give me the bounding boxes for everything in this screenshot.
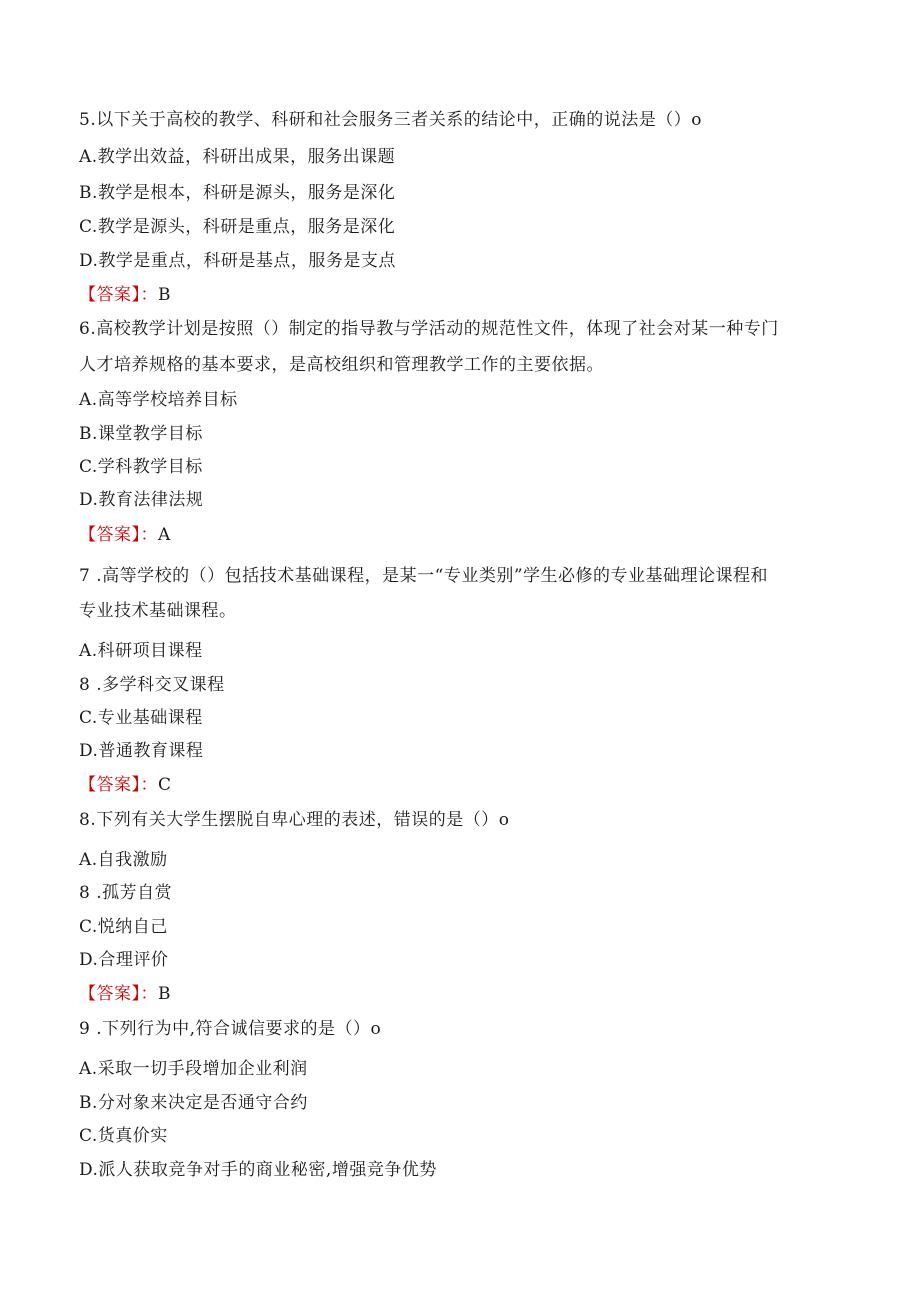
answer-value: B: [158, 285, 171, 305]
question-8-option-a: A.自我激励: [79, 850, 168, 870]
question-6-stem-line-2: 人才培养规格的基本要求，是高校组织和管理教学工作的主要依据。: [79, 355, 604, 375]
question-7-stem-line-1: 7 .高等学校的（）包括技术基础课程，是某一“专业类别”学生必修的专业基础理论课程和: [79, 566, 769, 586]
question-7-stem-line-2: 专业技术基础课程。: [79, 601, 237, 621]
question-6-answer: [79, 524, 171, 546]
question-8-stem: 8.下列有关大学生摆脱自卑心理的表述，错误的是（）o: [79, 810, 510, 830]
question-8-answer: [79, 983, 171, 1005]
question-7-answer: [79, 774, 172, 796]
question-9-option-c: C.货真价实: [79, 1126, 168, 1146]
answer-value: B: [158, 984, 171, 1004]
question-6-option-b: B.课堂教学目标: [79, 424, 203, 444]
question-9-option-d: D.派人获取竞争对手的商业秘密,增强竞争优势: [79, 1160, 437, 1180]
question-8-option-c: C.悦纳自己: [79, 917, 168, 937]
answer-value: A: [158, 525, 171, 545]
question-5-stem: 5.以下关于高校的教学、科研和社会服务三者关系的结论中，正确的说法是（）o: [79, 110, 702, 130]
answer-label: 【答案】：: [79, 525, 158, 545]
answer-label: 【答案】：: [79, 775, 158, 795]
question-6-option-c: C.学科教学目标: [79, 457, 203, 477]
answer-label: 【答案】：: [79, 984, 158, 1004]
question-5-option-a: A.教学出效益，科研出成果，服务出课题: [79, 147, 396, 167]
answer-value: C: [158, 775, 172, 795]
question-5-option-d: D.教学是重点，科研是基点，服务是支点: [79, 251, 396, 271]
question-7-option-b: 8 .多学科交叉课程: [79, 675, 225, 695]
question-5-answer: [79, 284, 171, 306]
question-5-option-c: C.教学是源头，科研是重点，服务是深化: [79, 217, 396, 237]
question-7-option-c: C.专业基础课程: [79, 708, 203, 728]
question-6-stem-line-1: 6.高校教学计划是按照（）制定的指导教与学活动的规范性文件，体现了社会对某一种专门: [79, 319, 779, 339]
question-9-option-a: A.采取一切手段增加企业利润: [79, 1059, 308, 1079]
question-6-option-d: D.教育法律法规: [79, 490, 204, 510]
question-9-stem: 9 .下列行为中,符合诚信要求的是（）o: [79, 1019, 382, 1039]
question-7-option-a: A.科研项目课程: [79, 641, 203, 661]
question-9-option-b: B.分对象来决定是否通守合约: [79, 1093, 308, 1113]
question-8-option-d: D.合理评价: [79, 950, 169, 970]
question-7-option-d: D.普通教育课程: [79, 741, 204, 761]
answer-label: 【答案】：: [79, 285, 158, 305]
question-6-option-a: A.高等学校培养目标: [79, 390, 238, 410]
question-8-option-b: 8 .孤芳自赏: [79, 883, 173, 903]
question-5-option-b: B.教学是根本，科研是源头，服务是深化: [79, 183, 396, 203]
